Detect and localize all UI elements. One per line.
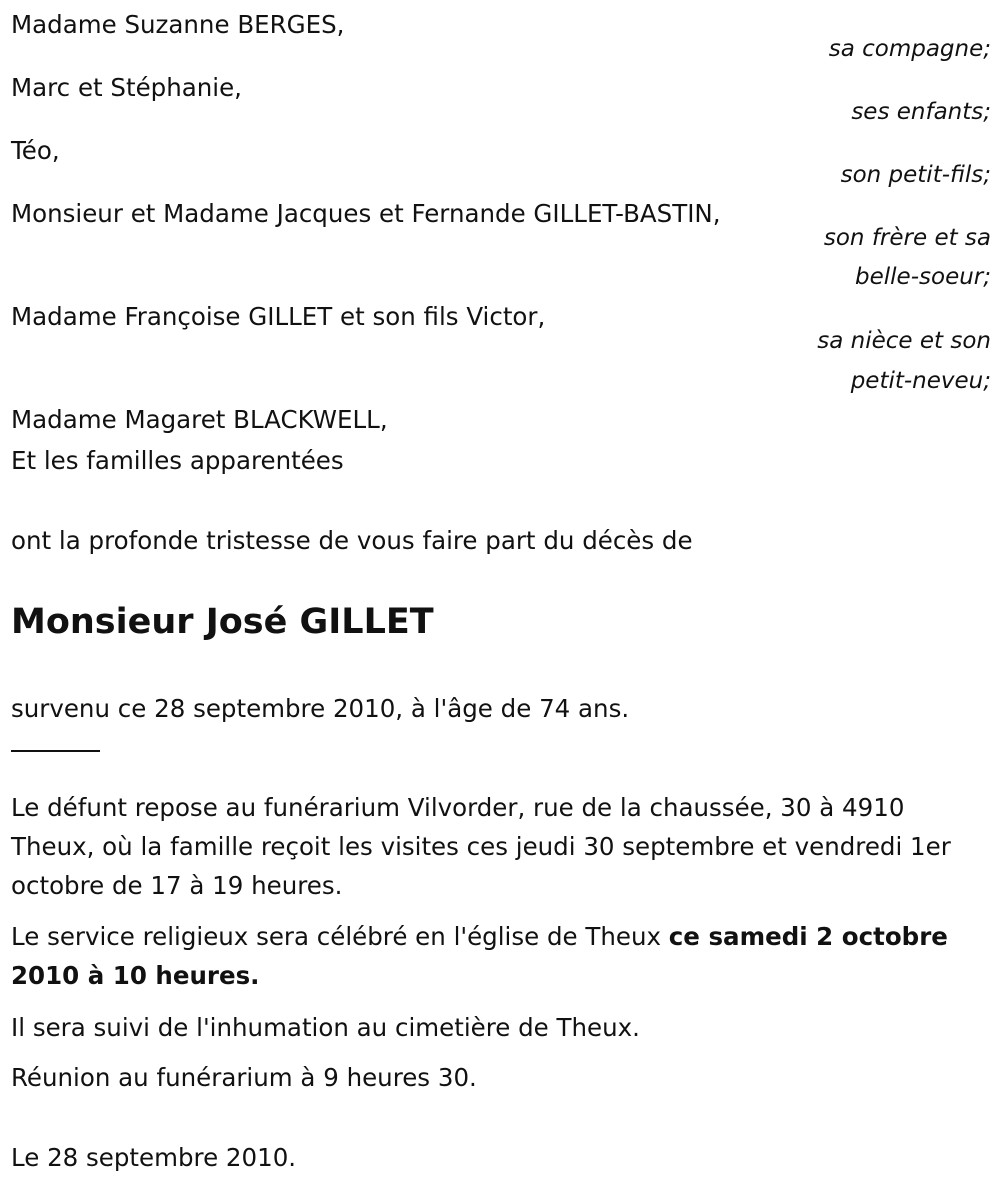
visit-info: Le défunt repose au funérarium Vilvorder, rue de la chaussée, 30 à 4910 Theux, où la famille reçoit les visites ces jeudi 30 septembre et vendredi 1er octobre de 17 à 19 heures. <box>11 793 951 900</box>
family-member-name: Monsieur et Madame Jacques et Fernande GILLET-BASTIN, <box>11 199 721 228</box>
family-member-name: Madame Françoise GILLET et son fils Victor, <box>11 302 546 331</box>
obituary-notice <box>11 0 991 1191</box>
family-member-relation: ses enfants; <box>851 99 991 125</box>
family-member-name: Et les familles apparentées <box>11 446 344 475</box>
family-member-relation: petit-neveu; <box>850 368 991 394</box>
death-info: survenu ce 28 septembre 2010, à l'âge de 74 ans. <box>11 694 630 723</box>
family-member-relation: sa compagne; <box>828 36 991 62</box>
family-member-relation: sa nièce et son <box>817 328 991 354</box>
announcement-text: ont la profonde tristesse de vous faire part du décès de <box>11 526 693 555</box>
family-member-name: Madame Magaret BLACKWELL, <box>11 405 388 434</box>
family-member-name: Marc et Stéphanie, <box>11 73 242 102</box>
family-member-relation: belle-soeur; <box>855 264 991 290</box>
service-intro: Le service religieux sera célébré en l'église de Theux <box>11 922 669 951</box>
service-info <box>11 917 991 995</box>
family-member-relation: son frère et sa <box>823 225 991 251</box>
service-datetime: ce samedi 2 octobre 2010 à 10 heures. <box>11 922 948 990</box>
family-member-name: Téo, <box>11 136 60 165</box>
family-member-name: Madame Suzanne BERGES, <box>11 10 345 39</box>
separator-line <box>11 750 100 752</box>
burial-info: Il sera suivi de l'inhumation au cimetière de Theux. <box>11 1013 640 1042</box>
deceased-name: Monsieur José GILLET <box>11 602 434 642</box>
meeting-info: Réunion au funérarium à 9 heures 30. <box>11 1063 477 1092</box>
notice-date: Le 28 septembre 2010. <box>11 1143 297 1172</box>
family-member-relation: son petit-fils; <box>840 162 991 188</box>
